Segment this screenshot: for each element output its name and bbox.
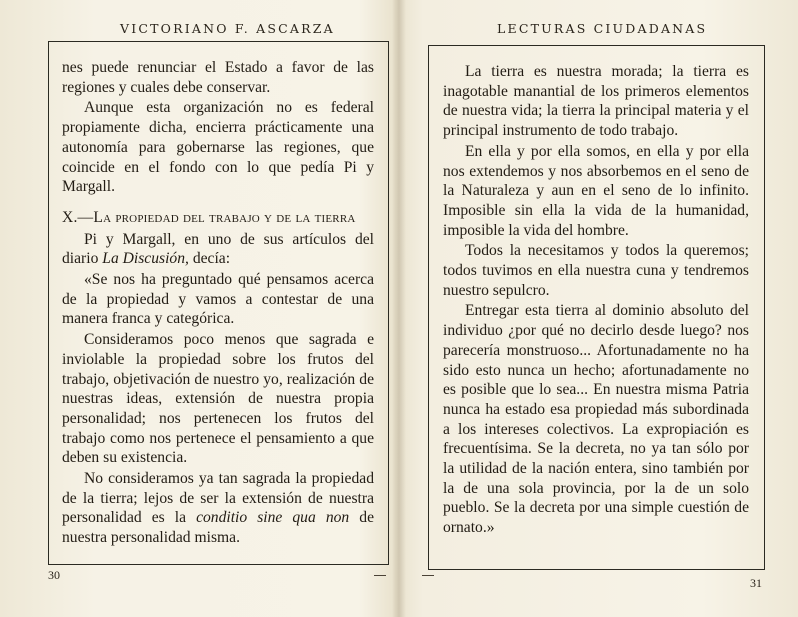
right-page-body xyxy=(443,62,749,538)
paragraph xyxy=(62,230,374,269)
section-heading xyxy=(62,208,374,228)
text-run: Pi y Margall, en uno de sus artículos del diario xyxy=(62,230,374,268)
section-number: X.— xyxy=(62,208,94,226)
paragraph: Todos la necesitamos y todos la queremos; todos tuvimos en ella nuestra cuna y tendremos nuestro sepulcro. xyxy=(443,242,749,299)
italic-text-run: La Discusión, xyxy=(102,250,189,268)
paragraph xyxy=(62,469,374,548)
paragraph: La tierra es nuestra morada; la tierra es inagotable manantial de los primeros elementos de nuestra vida; la tierra la principal materia y el principal instrumento de todo trabajo. xyxy=(443,63,749,140)
page-number: 31 xyxy=(750,576,762,590)
text-run: decía: xyxy=(188,250,231,268)
paragraph: Entregar esta tierra al dominio absoluto del individuo ¿por qué no decirlo desde luego? nos parecería monstruoso... Afortunadamente no ha sido esto nunca un hecho; afortunadamente no es posible que lo sea... En nuestra misma Patria nunca ha estado esa propiedad más subordinada a los intereses colectivos. La expropiación es frecuentísima. Se la decreta, no ya tan sólo por la utilidad de la nación entera, sino también por la de una sola provincia, por la de un solo pueblo. Se la decreta por una simple cuestión de ornato.» xyxy=(443,302,749,537)
section-title: La propiedad del trabajo y de la tierra xyxy=(93,208,356,226)
text-run: No consideramos ya tan sagrada la propiedad de la tierra; lejos de ser la extensión de nuestra personalidad es la xyxy=(62,470,374,527)
paragraph: nes puede renunciar el Estado a favor de las regiones y cuales debe conservar. xyxy=(62,59,374,96)
paragraph: «Se nos ha preguntado qué pensamos acerca de la propiedad y vamos a contestar de una manera franca y categórica. xyxy=(62,271,374,328)
running-head-title: LECTURAS CIUDADANAS xyxy=(497,21,708,36)
left-page-body xyxy=(62,58,374,548)
divider xyxy=(422,575,434,576)
right-page xyxy=(400,0,798,617)
divider xyxy=(374,575,386,576)
paragraph: Consideramos poco menos que sagrada e inviolable la propiedad sobre los frutos del trabajo, objetivación de nuestro yo, realización de nuestras ideas, extensión de nuestra propia personalidad; nos pertenecen los frutos del trabajo como nos pertenece el pensamiento a que deben su existencia. xyxy=(62,331,374,467)
italic-text-run: conditio sine qua non xyxy=(196,509,350,527)
page-number: 30 xyxy=(48,568,60,582)
text-run: de nuestra personalidad misma. xyxy=(62,509,374,547)
paragraph: En ella y por ella somos, en ella y por ella nos extendemos y nos absorbemos en el seno de la Naturaleza y aun en el seno de lo infinito. Imposible sin ella la vida de la humanidad, imposible la vida del hombre. xyxy=(443,142,749,239)
running-head-author: VICTORIANO F. ASCARZA xyxy=(120,21,335,36)
paragraph: Aunque esta organización no es federal propiamente dicha, encierra prácticamente una autonomía para gobernarse las regiones, que coincide en el fondo con lo que pedía Pi y Margall. xyxy=(62,99,374,196)
